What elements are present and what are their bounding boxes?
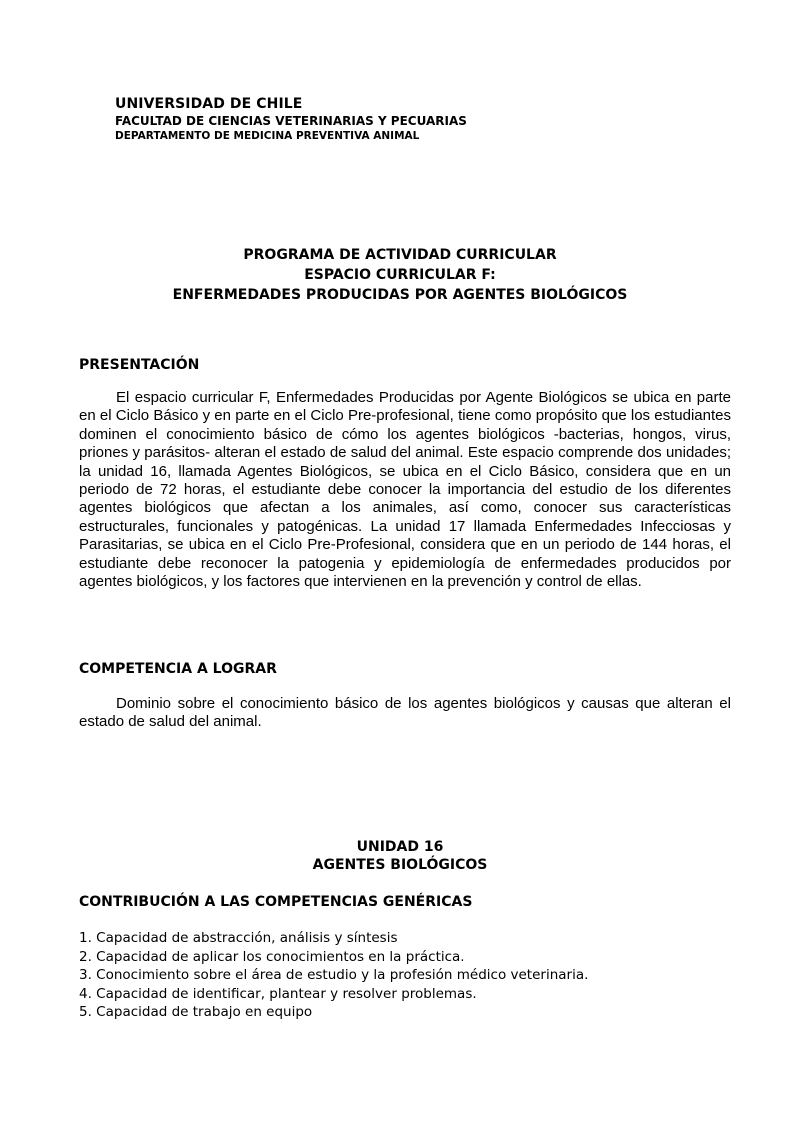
- department-name: DEPARTAMENTO DE MEDICINA PREVENTIVA ANIMAL: [115, 130, 420, 142]
- program-title: [0, 245, 800, 305]
- title-line-3: ENFERMEDADES PRODUCIDAS POR AGENTES BIOLÓGICOS: [172, 287, 628, 303]
- competencia-paragraph: Dominio sobre el conocimiento básico de los agentes biológicos y causas que alteran el estado de salud del animal.: [79, 695, 731, 731]
- presentacion-paragraph: El espacio curricular F, Enfermedades Producidas por Agente Biológicos se ubica en parte en el Ciclo Básico y en parte en el Ciclo Pre-profesional, tiene como propósito que los estudiantes dominen el conocimiento básico de cómo los agentes biológicos -bacterias, hongos, virus, priones y parásitos- alteran el estado de salud del animal. Este espacio comprende dos unidades; la unidad 16, llamada Agentes Biológicos, se ubica en el Ciclo Básico, considera que en un periodo de 72 horas, el estudiante debe conocer la importancia del estudio de los diferentes agentes biológicos que afectan a los animales, así como, conocer sus características estructurales, funcionales y patogénicas. La unidad 17 llamada Enfermedades Infecciosas y Parasitarias, se ubica en el Ciclo Pre-Profesional, considera que en un periodo de 144 horas, el estudiante debe reconocer la patogenia y epidemiología de enfermedades producidos por agentes biológicos, y los factores que intervienen en la prevención y control de ellas.: [79, 389, 731, 591]
- list-item: 3. Conocimiento sobre el área de estudio y la profesión médico veterinaria.: [79, 967, 589, 984]
- competencias-list: [79, 929, 588, 1022]
- university-name: UNIVERSIDAD DE CHILE: [115, 96, 303, 112]
- competencia-heading: COMPETENCIA A LOGRAR: [79, 661, 277, 677]
- unit-title: [0, 838, 800, 874]
- list-item: 5. Capacidad de trabajo en equipo: [79, 1004, 313, 1021]
- unit-name: AGENTES BIOLÓGICOS: [312, 857, 488, 873]
- list-item: 1. Capacidad de abstracción, análisis y síntesis: [79, 930, 398, 946]
- title-line-2: ESPACIO CURRICULAR F:: [304, 267, 496, 283]
- list-item: 4. Capacidad de identificar, plantear y resolver problemas.: [79, 985, 477, 1002]
- presentacion-heading: PRESENTACIÓN: [79, 357, 200, 373]
- faculty-name: FACULTAD DE CIENCIAS VETERINARIAS Y PECUARIAS: [115, 114, 467, 128]
- title-line-1: PROGRAMA DE ACTIVIDAD CURRICULAR: [243, 247, 557, 263]
- contribucion-heading: CONTRIBUCIÓN A LAS COMPETENCIAS GENÉRICAS: [79, 894, 473, 910]
- list-item: 2. Capacidad de aplicar los conocimientos en la práctica.: [79, 948, 465, 965]
- institution-header: [115, 96, 467, 143]
- unit-number: UNIDAD 16: [356, 839, 444, 855]
